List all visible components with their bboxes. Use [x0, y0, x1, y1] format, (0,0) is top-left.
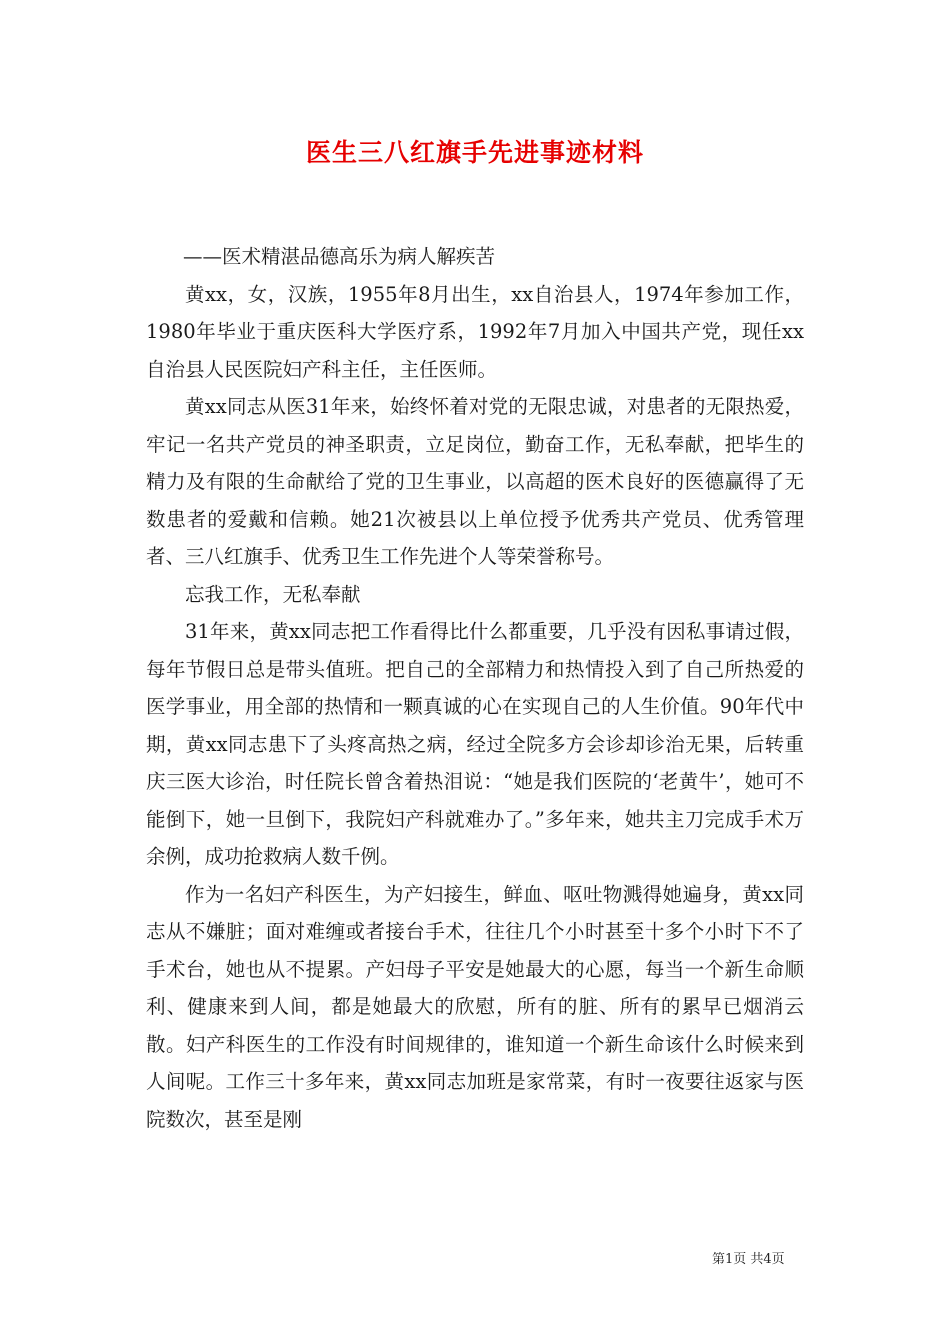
- paragraph-summary: 黄xx同志从医31年来，始终怀着对党的无限忠诚，对患者的无限热爱，牢记一名共产党员的神圣职责，立足岗位，勤奋工作，无私奉献，把毕生的精力及有限的生命献给了党的卫生事业，以高超的医术良好的医德赢得了无数患者的爱戴和信赖。她21次被县以上单位授予优秀共产党员、优秀管理者、三八红旗手、优秀卫生工作先进个人等荣誉称号。: [146, 395, 804, 568]
- document-body: [146, 238, 804, 1138]
- page-number: 第1页 共4页: [712, 1252, 785, 1267]
- paragraph-obstetrics: 作为一名妇产科医生，为产妇接生，鲜血、呕吐物溅得她遍身，黄xx同志从不嫌脏；面对难缠或者接台手术，往往几个小时甚至十多个小时下不了手术台，她也从不提累。产妇母子平安是她最大的心愿，每当一个新生命顺利、健康来到人间，都是她最大的欣慰，所有的脏、所有的累早已烟消云散。妇产科医生的工作没有时间规律的，谁知道一个新生命该什么时候来到人间呢。工作三十多年来，黄xx同志加班是家常菜，有时一夜要往返家与医院数次，甚至是刚: [146, 882, 804, 1131]
- document-title: 医生三八红旗手先进事迹材料: [305, 138, 644, 167]
- paragraph-dedication: 31年来，黄xx同志把工作看得比什么都重要，几乎没有因私事请过假，每年节假日总是带头值班。把自己的全部精力和热情投入到了自己所热爱的医学事业，用全部的热情和一颗真诚的心在实现自己的人生价值。90年代中期，黄xx同志患下了头疼高热之病，经过全院多方会诊却诊治无果，后转重庆三医大诊治，时任院长曾含着热泪说：“她是我们医院的‘老黄牛’，她可不能倒下，她一旦倒下，我院妇产科就难办了。”多年来，她共主刀完成手术万余例，成功抢救病人数千例。: [146, 620, 804, 868]
- section-heading: 忘我工作，无私奉献: [185, 582, 361, 606]
- document-subtitle: ——医术精湛品德高乐为病人解疾苦: [183, 245, 496, 268]
- paragraph-intro: 黄xx，女，汉族，1955年8月出生，xx自治县人，1974年参加工作，1980年毕业于重庆医科大学医疗系，1992年7月加入中国共产党，现任xx自治县人民医院妇产科主任，主任医师。: [146, 282, 804, 381]
